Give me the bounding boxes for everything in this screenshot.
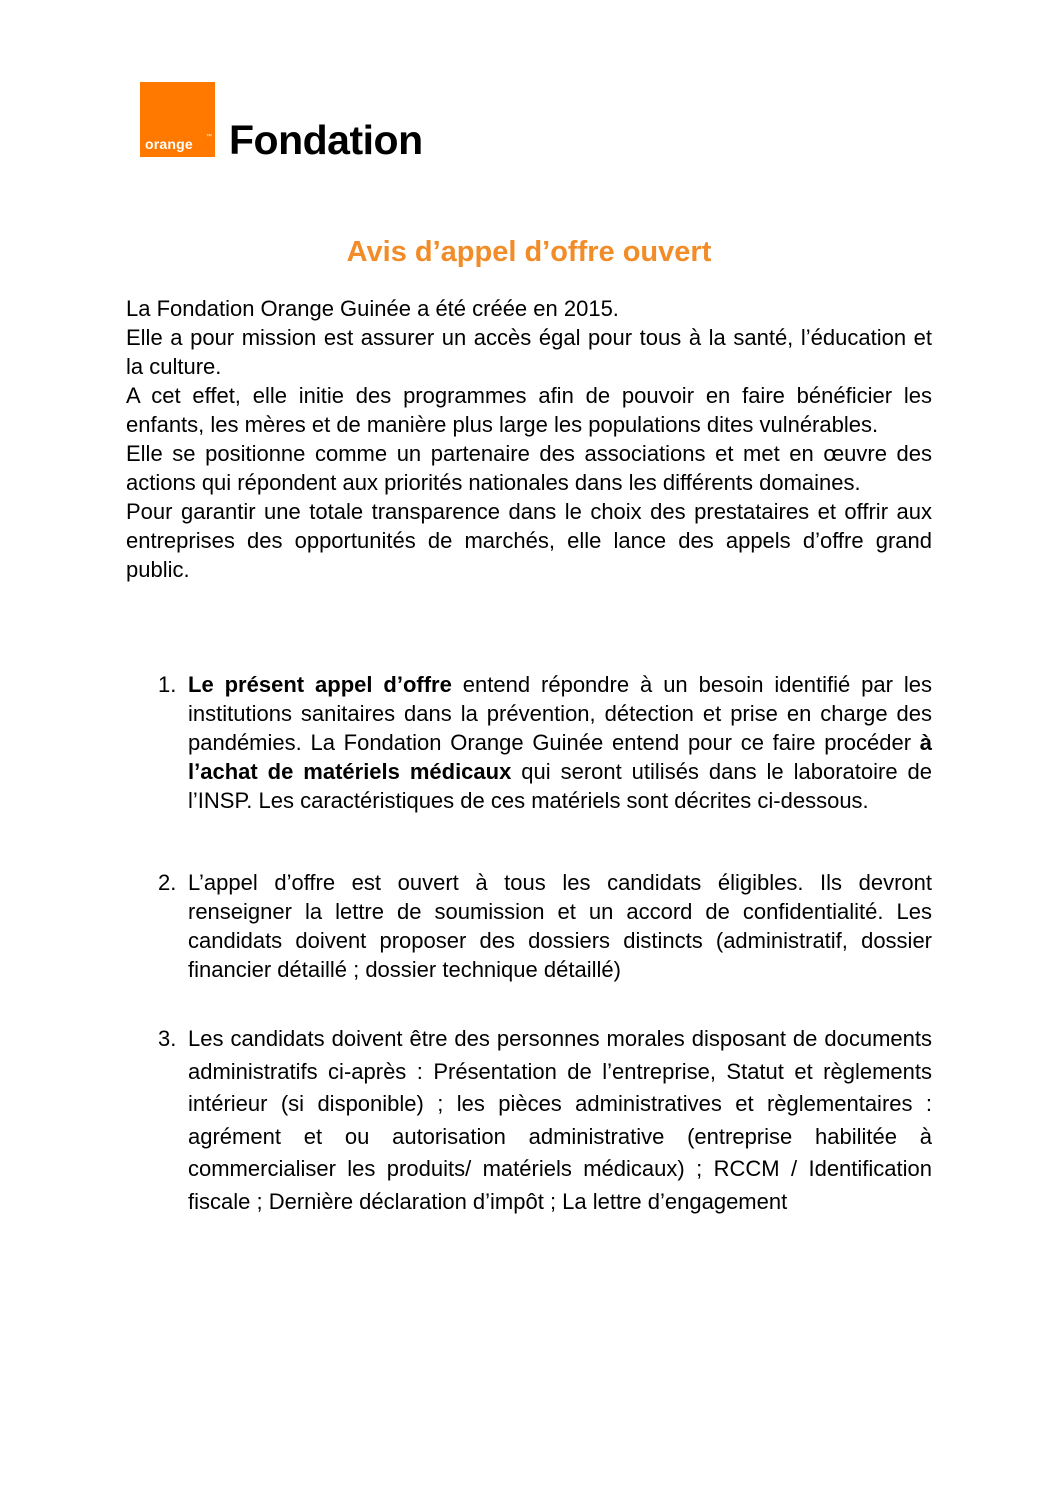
list-number: 1. xyxy=(158,672,177,697)
list-item-body xyxy=(188,670,932,815)
bold-phrase: à l’achat de matériels médicaux xyxy=(188,730,932,784)
intro-section xyxy=(126,294,932,584)
bold-phrase: Le présent appel d’offre xyxy=(188,672,452,697)
trademark-mark: ™ xyxy=(206,134,212,140)
list-text: L’appel d’offre est ouvert à tous les candidats éligibles. Ils devront renseigner la lettre de soumission et un accord de confidentialité. Les candidats doivent proposer des dossiers distincts (administratif, dossier financier détaillé ; dossier technique détaillé) xyxy=(188,870,932,982)
list-text: Les candidats doivent être des personnes morales disposant de documents administratifs ci-après : Présentation de l’entreprise, Statut et règlements intérieur (si disponible) ; les pièces administratives et règlementaires : agrément et ou autorisation administrative (entreprise habilitée à commercialiser les produits/ matériels médicaux) ; RCCM / Identification fiscale ; Dernière déclaration d’impôt ; La lettre d’engagement xyxy=(188,1026,932,1214)
intro-paragraph: Pour garantir une totale transparence dans le choix des prestataires et offrir aux entreprises des opportunités de marchés, elle lance des appels d’offre grand public. xyxy=(126,499,932,582)
intro-paragraph: Elle a pour mission est assurer un accès égal pour tous à la santé, l’éducation et la culture. xyxy=(126,325,932,379)
list-text: entend répondre à un besoin identifié par les institutions sanitaires dans la prévention, détection et prise en charge des pandémies. La Fondation Orange Guinée entend pour ce faire procéder xyxy=(188,672,932,755)
logo-brand-text: orange xyxy=(145,136,193,152)
intro-paragraph: Elle se positionne comme un partenaire des associations et met en œuvre des actions qui répondent aux priorités nationales dans les différents domaines. xyxy=(126,441,932,495)
logo-word: Fondation xyxy=(229,117,423,163)
intro-paragraph: A cet effet, elle initie des programmes afin de pouvoir en faire bénéficier les enfants, les mères et de manière plus large les populations dites vulnérables. xyxy=(126,383,932,437)
orange-logo-square xyxy=(140,82,215,157)
document-title: Avis d’appel d’offre ouvert xyxy=(346,236,712,268)
list-number: 3. xyxy=(158,1026,177,1051)
list-item-3 xyxy=(158,1023,932,1218)
list-item-2 xyxy=(158,868,932,984)
list-item-1 xyxy=(158,670,932,815)
intro-paragraph: La Fondation Orange Guinée a été créée en 2015. xyxy=(126,296,619,321)
orange-fondation-logo xyxy=(140,82,423,163)
list-text: qui seront utilisés dans le laboratoire de l’INSP. Les caractéristiques de ces matériels sont décrites ci-dessous. xyxy=(188,759,932,813)
list-number: 2. xyxy=(158,870,177,895)
